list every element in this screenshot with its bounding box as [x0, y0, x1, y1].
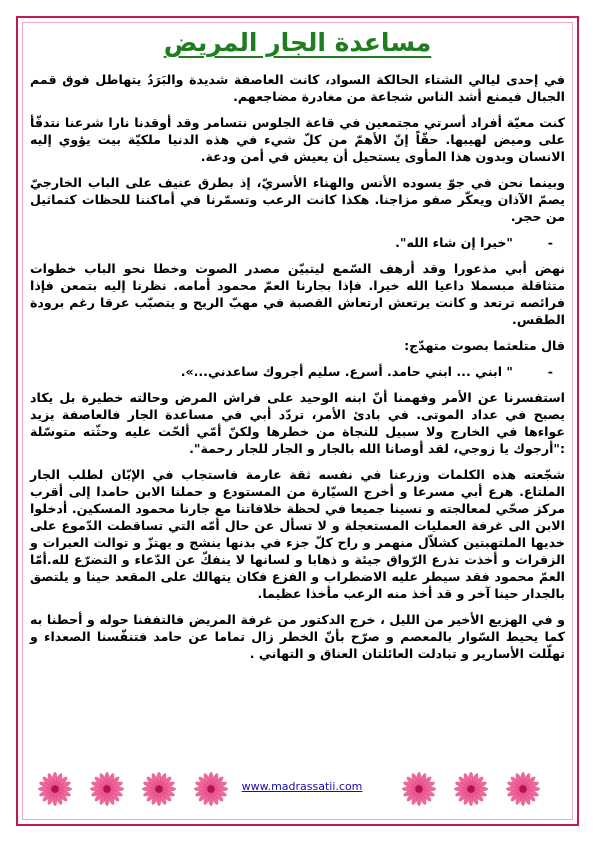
footer-website-link[interactable]: www.madrassatii.com	[241, 780, 363, 793]
flower-icon	[142, 772, 176, 806]
flower-icon	[38, 772, 72, 806]
flower-icon	[454, 772, 488, 806]
paragraph-1: في إحدى ليالي الشتاء الحالكة السواد، كانت العاصفة شديدة والبَرَدُ يتهاطل فوق قمم الجبال فيمنع أشد الناس شجاعة من مغادرة مضاجعهم.	[30, 72, 565, 104]
flower-icon	[90, 772, 124, 806]
paragraph-5: قال متلعثما بصوت متهدّج:	[404, 338, 565, 353]
flower-icon	[194, 772, 228, 806]
dash-marker: -	[547, 235, 553, 250]
quote-1: -"خيرا إن شاء الله".	[395, 235, 553, 250]
flower-icon	[506, 772, 540, 806]
paragraph-6: استفسرنا عن الأمر وفهمنا أنّ ابنه الوحيد على فراش المرض وحالته خطيرة بل يكاد يصبح في عداد الموتى. في بادئ الأمر، تردّد أبي في مساعدة الجار فالعاصفة يزيد عواءها في الخارج ولا سبيل للنجاة من خطرها ولكنّ أمّي ألحّت عليه وحثّته متوسّلة :"أرجوك يا زوجي، لقد أوصانا الله بالجار و الجار للجار رحمة".	[30, 390, 565, 456]
flower-icon	[402, 772, 436, 806]
document-body	[30, 28, 565, 671]
page-title: مساعدة الجار المريض	[163, 28, 432, 57]
paragraph-4: نهض أبي مذعورا وقد أرهف السّمع ليتبيّن مصدر الصوت وخطا نحو الباب خطوات متثاقلة مبسملا داعيا الله خيرا. فإذا بجارنا العمّ محمود أمامه. نظرنا إليه بتمعن فإذا فرائصه ترتعد و كانت يرتعش ارتعاش القصبة في مهبّ الريح و يتصبّب عرقا رغم برودة الطقس.	[30, 261, 565, 327]
paragraph-3: وبينما نحن في جوّ يسوده الأنس والهناء الأسريّ، إذ بطرق عنيف على الباب الخارجيّ يصمّ الآذان ويعكّر صفو مزاجنا. هكذا كانت الرعب وتسمّرنا في أماكننا للحظات كتماثيل من حجر.	[30, 175, 565, 224]
paragraph-8: و في الهزيع الأخير من الليل ، خرج الدكتور من غرفة المريض فالتففنا حوله و أحطنا به كما يحيط السّوار بالمعصم و صرّح بأنّ الخطر زال تماما عن حامد فتنفّسنا الصعداء و تهلّلت الأسارير و تبادلت العائلتان العناق و التهاني .	[30, 612, 565, 661]
dash-marker: -	[547, 364, 553, 379]
paragraph-2: كنت معيّة أفراد أسرتي مجتمعين في قاعة الجلوس نتسامر وقد أوقدنا نارا شرعنا نتدفّأ على وميض لهيبها. حقّاً إنّ الأهمّ من كلّ شيء في هذه الدنيا ملكيّة بيت يؤوي إليه الانسان وبدون هذا المأوى يستحيل أن يعيش في أمن ودعة.	[30, 115, 565, 164]
quote-2: -" ابني ... ابني حامد. أسرع. سليم أجروك ساعدني...».	[180, 364, 553, 379]
paragraph-7: شجّعته هذه الكلمات وزرعنا في نفسه ثقة عارمة فاستجاب في الإبّان لطلب الجار الملتاع. هرع أبي مسرعا و أخرج السيّارة من المستودع و حملنا الابن حامدا إلى أقرب مركز صحّي لمعالجته و نسينا جميعا في لحظة خلافاتنا مع جارنا محمود المسكين. أدخلوا الابن الى غرفة العمليات المستعجلة و لا تسأل عن حال أمّه التي تساقطت الدّموع على خديها الملتهبتين كشلاّل منهمر و راح كلّ جزء في بدنها ينشج و يهتزّ و توالت العبرات و الزفرات و أخذت تذرع الرّواق جيئة و ذهابا و لسانها لا ينفكّ عن الدّعاء و التضرّع لله.أمّا العمّ محمود فقد سيطر عليه الاضطراب و الفزع فكان يتهالك على المقعد حينا و يلتصق بالجدار حينا آخر و قد أخذ منه الرعب مأخذا عظيما.	[30, 467, 565, 601]
